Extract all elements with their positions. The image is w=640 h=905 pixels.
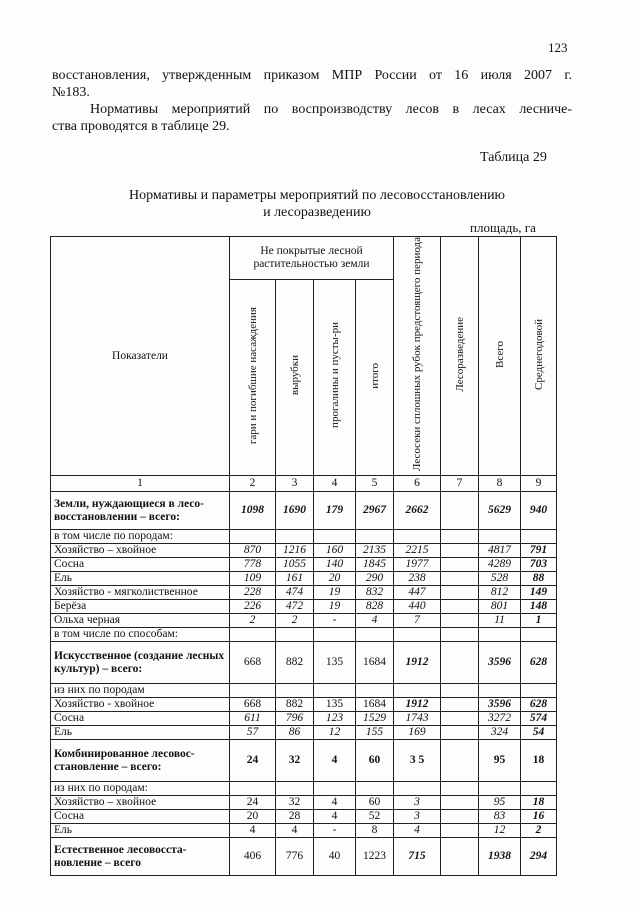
cell-col-8: 4817 <box>479 544 521 558</box>
table-row <box>51 838 557 876</box>
cell-col-9 <box>521 628 557 642</box>
cell-col-6: 7 <box>394 614 441 628</box>
cell-col-9: 628 <box>521 698 557 712</box>
norms-table <box>50 236 557 876</box>
cell-col-4: 20 <box>314 572 356 586</box>
row-label: Ель <box>51 726 230 740</box>
header-subtotal: итого <box>356 279 394 475</box>
cell-col-8: 4289 <box>479 558 521 572</box>
cell-col-2 <box>230 628 276 642</box>
cell-col-6: 1912 <box>394 642 441 684</box>
cell-col-4: 123 <box>314 712 356 726</box>
cell-col-3 <box>276 628 314 642</box>
cell-col-5: 1223 <box>356 838 394 876</box>
column-number: 6 <box>394 476 441 492</box>
row-label: Естественное лесовосста-новление – всего <box>51 838 230 876</box>
cell-col-5: 2135 <box>356 544 394 558</box>
table-row <box>51 600 557 614</box>
cell-col-3: 4 <box>276 824 314 838</box>
table-row <box>51 726 557 740</box>
cell-col-2 <box>230 782 276 796</box>
table-row <box>51 628 557 642</box>
cell-col-3 <box>276 782 314 796</box>
row-label: Сосна <box>51 558 230 572</box>
row-label: Ель <box>51 824 230 838</box>
table-row <box>51 558 557 572</box>
cell-col-2: 611 <box>230 712 276 726</box>
cell-col-9 <box>521 782 557 796</box>
row-label: из них по породам: <box>51 782 230 796</box>
cell-col-8 <box>479 628 521 642</box>
table-row <box>51 614 557 628</box>
row-label: Хозяйство – хвойное <box>51 796 230 810</box>
cell-col-9: 54 <box>521 726 557 740</box>
cell-col-6: 447 <box>394 586 441 600</box>
intro-line-2b: ства проводятся в таблице 29. <box>52 119 230 134</box>
cell-col-5: 1529 <box>356 712 394 726</box>
cell-col-5: 1845 <box>356 558 394 572</box>
cell-col-3: 32 <box>276 740 314 782</box>
table-row <box>51 530 557 544</box>
cell-col-4: 179 <box>314 492 356 530</box>
cell-col-8: 12 <box>479 824 521 838</box>
header-total: Всего <box>479 237 521 476</box>
intro-line-2: Нормативы мероприятий по воспроизводству лесов в лесах лесниче- <box>90 102 572 117</box>
cell-col-8: 3596 <box>479 698 521 712</box>
header-indicators: Показатели <box>51 237 230 476</box>
column-number: 9 <box>521 476 557 492</box>
column-number: 5 <box>356 476 394 492</box>
cell-col-4 <box>314 684 356 698</box>
column-number: 3 <box>276 476 314 492</box>
cell-col-5: 832 <box>356 586 394 600</box>
cell-col-8 <box>479 684 521 698</box>
cell-col-7 <box>441 642 479 684</box>
cell-col-3: 776 <box>276 838 314 876</box>
table-row <box>51 572 557 586</box>
cell-col-5: 60 <box>356 740 394 782</box>
cell-col-9: 18 <box>521 740 557 782</box>
table-row <box>51 782 557 796</box>
row-label: Сосна <box>51 810 230 824</box>
cell-col-2 <box>230 684 276 698</box>
cell-col-2: 406 <box>230 838 276 876</box>
cell-col-7 <box>441 586 479 600</box>
row-label: Комбинированное лесовос-становление – всего: <box>51 740 230 782</box>
header-burnt: гари и погибшие насаждения <box>230 279 276 475</box>
cell-col-9: 940 <box>521 492 557 530</box>
cell-col-2: 778 <box>230 558 276 572</box>
cell-col-6: 238 <box>394 572 441 586</box>
header-glades: прогалины и пусты-ри <box>314 279 356 475</box>
cell-col-6 <box>394 782 441 796</box>
cell-col-7 <box>441 628 479 642</box>
cell-col-5: 155 <box>356 726 394 740</box>
cell-col-5: 52 <box>356 810 394 824</box>
table-body <box>51 492 557 876</box>
cell-col-6: 1743 <box>394 712 441 726</box>
cell-col-4: 40 <box>314 838 356 876</box>
cell-col-6: 1912 <box>394 698 441 712</box>
cell-col-4 <box>314 782 356 796</box>
table-row <box>51 492 557 530</box>
table-row <box>51 684 557 698</box>
cell-col-2: 24 <box>230 740 276 782</box>
cell-col-4: 19 <box>314 600 356 614</box>
header-logging: Лесосеки сплошных рубок предстоящего периода <box>394 237 441 476</box>
cell-col-9: 294 <box>521 838 557 876</box>
cell-col-4: 4 <box>314 740 356 782</box>
cell-col-6: 715 <box>394 838 441 876</box>
cell-col-2: 109 <box>230 572 276 586</box>
cell-col-3: 2 <box>276 614 314 628</box>
cell-col-6: 3 5 <box>394 740 441 782</box>
table-label: Таблица 29 <box>480 150 547 165</box>
cell-col-5 <box>356 684 394 698</box>
cell-col-2: 57 <box>230 726 276 740</box>
header-clearings: вырубки <box>276 279 314 475</box>
cell-col-5 <box>356 628 394 642</box>
row-label: из них по породам <box>51 684 230 698</box>
cell-col-4: 4 <box>314 796 356 810</box>
cell-col-7 <box>441 740 479 782</box>
cell-col-4: 12 <box>314 726 356 740</box>
cell-col-7 <box>441 838 479 876</box>
cell-col-9: 148 <box>521 600 557 614</box>
cell-col-7 <box>441 558 479 572</box>
table-row <box>51 698 557 712</box>
cell-col-9: 149 <box>521 586 557 600</box>
cell-col-2: 1098 <box>230 492 276 530</box>
cell-col-3: 161 <box>276 572 314 586</box>
table-row <box>51 712 557 726</box>
cell-col-3: 1216 <box>276 544 314 558</box>
column-number: 7 <box>441 476 479 492</box>
cell-col-9: 574 <box>521 712 557 726</box>
cell-col-2: 4 <box>230 824 276 838</box>
row-label: Искусственное (создание лесных культур) – всего: <box>51 642 230 684</box>
column-number: 1 <box>51 476 230 492</box>
cell-col-5: 1684 <box>356 642 394 684</box>
row-label: Ольха черная <box>51 614 230 628</box>
cell-col-5: 8 <box>356 824 394 838</box>
intro-line-1b: №183. <box>52 85 90 100</box>
cell-col-9: 791 <box>521 544 557 558</box>
row-label: Земли, нуждающиеся в лесо-восстановлении – всего: <box>51 492 230 530</box>
table-row <box>51 740 557 782</box>
header-row-1 <box>51 237 557 280</box>
table-row <box>51 642 557 684</box>
cell-col-9 <box>521 530 557 544</box>
cell-col-3: 1055 <box>276 558 314 572</box>
cell-col-8: 3272 <box>479 712 521 726</box>
cell-col-8: 5629 <box>479 492 521 530</box>
cell-col-7 <box>441 614 479 628</box>
cell-col-9: 2 <box>521 824 557 838</box>
cell-col-4: - <box>314 824 356 838</box>
cell-col-4: 140 <box>314 558 356 572</box>
table-caption-line-1: Нормативы и параметры мероприятий по лесовосстановлению <box>128 188 506 203</box>
cell-col-9 <box>521 684 557 698</box>
row-label: Ель <box>51 572 230 586</box>
cell-col-5: 1684 <box>356 698 394 712</box>
cell-col-4 <box>314 628 356 642</box>
row-label: в том числе по способам: <box>51 628 230 642</box>
column-number: 8 <box>479 476 521 492</box>
cell-col-9: 703 <box>521 558 557 572</box>
cell-col-6: 1977 <box>394 558 441 572</box>
cell-col-5: 290 <box>356 572 394 586</box>
row-label: Хозяйство - хвойное <box>51 698 230 712</box>
cell-col-7 <box>441 600 479 614</box>
cell-col-6: 3 <box>394 796 441 810</box>
cell-col-4: 160 <box>314 544 356 558</box>
cell-col-7 <box>441 698 479 712</box>
cell-col-8: 3596 <box>479 642 521 684</box>
cell-col-2: 870 <box>230 544 276 558</box>
cell-col-7 <box>441 824 479 838</box>
cell-col-2 <box>230 530 276 544</box>
intro-line-1: восстановления, утвержденным приказом МПР России от 16 июля 2007 г. <box>52 68 572 83</box>
cell-col-8: 11 <box>479 614 521 628</box>
cell-col-3: 882 <box>276 698 314 712</box>
cell-col-7 <box>441 796 479 810</box>
cell-col-5: 60 <box>356 796 394 810</box>
cell-col-3: 86 <box>276 726 314 740</box>
cell-col-6: 169 <box>394 726 441 740</box>
cell-col-6: 2662 <box>394 492 441 530</box>
cell-col-6 <box>394 530 441 544</box>
cell-col-6: 440 <box>394 600 441 614</box>
cell-col-8: 528 <box>479 572 521 586</box>
cell-col-9: 1 <box>521 614 557 628</box>
cell-col-7 <box>441 572 479 586</box>
cell-col-7 <box>441 492 479 530</box>
cell-col-6: 2215 <box>394 544 441 558</box>
table-row <box>51 810 557 824</box>
cell-col-8: 95 <box>479 740 521 782</box>
cell-col-2: 24 <box>230 796 276 810</box>
table-row <box>51 824 557 838</box>
cell-col-3: 472 <box>276 600 314 614</box>
cell-col-6: 3 <box>394 810 441 824</box>
cell-col-2: 668 <box>230 642 276 684</box>
cell-col-2: 20 <box>230 810 276 824</box>
cell-col-8: 812 <box>479 586 521 600</box>
cell-col-5 <box>356 782 394 796</box>
cell-col-8: 324 <box>479 726 521 740</box>
units-label: площадь, га <box>470 220 536 235</box>
cell-col-4 <box>314 530 356 544</box>
cell-col-3 <box>276 684 314 698</box>
row-label: Сосна <box>51 712 230 726</box>
cell-col-3: 882 <box>276 642 314 684</box>
cell-col-9: 18 <box>521 796 557 810</box>
row-label: Хозяйство - мягколиственное <box>51 586 230 600</box>
row-label: Берёза <box>51 600 230 614</box>
cell-col-4: 135 <box>314 698 356 712</box>
table-row <box>51 796 557 810</box>
cell-col-4: 4 <box>314 810 356 824</box>
header-annual: Среднегодовой <box>521 237 557 476</box>
cell-col-3: 1690 <box>276 492 314 530</box>
cell-col-7 <box>441 530 479 544</box>
row-label: в том числе по породам: <box>51 530 230 544</box>
cell-col-2: 668 <box>230 698 276 712</box>
cell-col-8 <box>479 782 521 796</box>
row-label: Хозяйство – хвойное <box>51 544 230 558</box>
cell-col-8: 95 <box>479 796 521 810</box>
cell-col-5: 4 <box>356 614 394 628</box>
cell-col-3: 32 <box>276 796 314 810</box>
cell-col-2: 228 <box>230 586 276 600</box>
table-caption-line-2: и лесоразведению <box>263 205 371 220</box>
column-number-row <box>51 476 557 492</box>
table-row <box>51 544 557 558</box>
cell-col-3: 28 <box>276 810 314 824</box>
cell-col-7 <box>441 810 479 824</box>
cell-col-7 <box>441 712 479 726</box>
table-row <box>51 586 557 600</box>
column-number: 4 <box>314 476 356 492</box>
cell-col-2: 226 <box>230 600 276 614</box>
cell-col-6 <box>394 684 441 698</box>
cell-col-4: - <box>314 614 356 628</box>
cell-col-8: 1938 <box>479 838 521 876</box>
cell-col-6: 4 <box>394 824 441 838</box>
cell-col-9: 88 <box>521 572 557 586</box>
cell-col-5: 828 <box>356 600 394 614</box>
cell-col-4: 19 <box>314 586 356 600</box>
cell-col-7 <box>441 684 479 698</box>
cell-col-2: 2 <box>230 614 276 628</box>
cell-col-4: 135 <box>314 642 356 684</box>
cell-col-9: 628 <box>521 642 557 684</box>
header-afforestation: Лесоразведение <box>441 237 479 476</box>
cell-col-7 <box>441 544 479 558</box>
column-number: 2 <box>230 476 276 492</box>
cell-col-5: 2967 <box>356 492 394 530</box>
cell-col-3: 474 <box>276 586 314 600</box>
cell-col-6 <box>394 628 441 642</box>
cell-col-8: 83 <box>479 810 521 824</box>
page-number: 123 <box>548 40 568 55</box>
header-unforested-group: Не покрытые лесной растительностью земли <box>230 237 394 280</box>
cell-col-7 <box>441 726 479 740</box>
cell-col-3 <box>276 530 314 544</box>
cell-col-8 <box>479 530 521 544</box>
cell-col-9: 16 <box>521 810 557 824</box>
cell-col-3: 796 <box>276 712 314 726</box>
cell-col-7 <box>441 782 479 796</box>
cell-col-5 <box>356 530 394 544</box>
cell-col-8: 801 <box>479 600 521 614</box>
